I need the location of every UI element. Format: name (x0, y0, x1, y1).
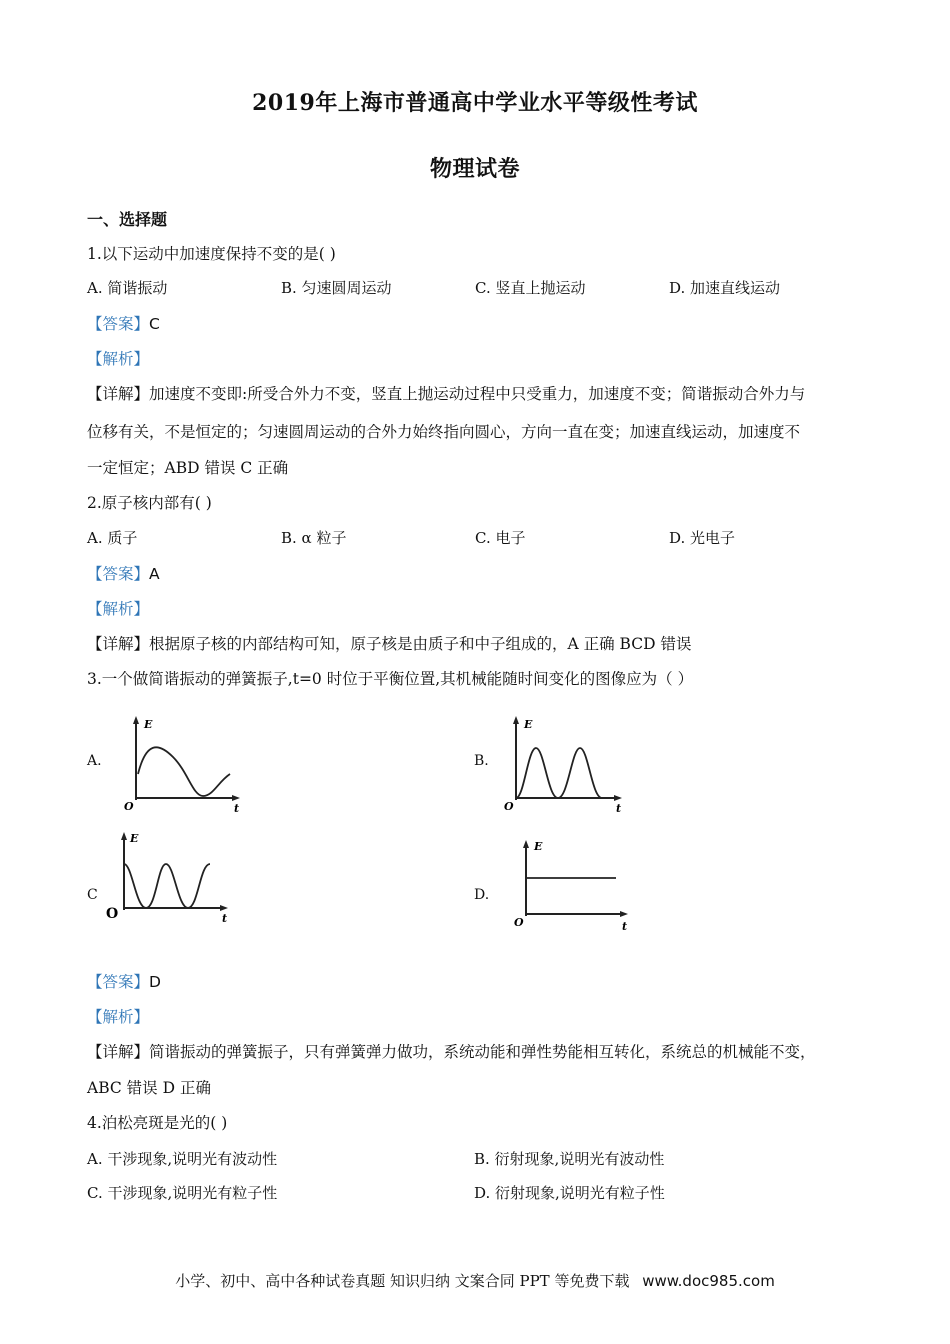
x-arrow (232, 795, 240, 801)
q2-analysis: 【解析】 (87, 600, 150, 618)
q2-detail-line: 【详解】根据原子核的内部结构可知，原子核是由质子和中子组成的，A 正确 BCD 错误 (87, 635, 692, 653)
q1-option-c: C. 竖直上抛运动 (475, 279, 586, 297)
footer-text: 小学、初中、高中各种试卷真题 知识归纳 文案合同 PPT 等免费下载 (175, 1272, 630, 1290)
q1-option-d: D. 加速直线运动 (669, 279, 781, 297)
q2-option-d: D. 光电子 (669, 529, 736, 547)
q1-analysis: 【解析】 (87, 350, 150, 368)
y-arrow (523, 840, 529, 848)
axis-e-label: E (130, 832, 139, 845)
q4-option-b: B. 衍射现象,说明光有波动性 (474, 1150, 665, 1168)
y-arrow (133, 716, 139, 724)
axis-e-label: E (144, 718, 153, 731)
q2-option-c: C. 电子 (475, 529, 526, 547)
axis-t-label: t (222, 912, 228, 925)
axis-t-label: t (622, 920, 628, 933)
y-arrow (513, 716, 519, 724)
x-arrow (220, 905, 228, 911)
origin-label: O (504, 800, 514, 812)
q1-detail-line: 一定恒定；ABD 错误 C 正确 (87, 459, 289, 477)
q2-question: 2.原子核内部有( ) (87, 494, 212, 512)
energy-curve (124, 864, 210, 908)
q4-option-d: D. 衍射现象,说明光有粒子性 (474, 1184, 665, 1202)
answer-value: A (149, 565, 160, 583)
graph-b-label: B. (474, 753, 489, 769)
q2-answer (87, 562, 160, 584)
x-arrow (614, 795, 622, 801)
y-arrow (121, 832, 127, 840)
answer-tag: 【答案】 (87, 973, 150, 991)
graph-c (100, 828, 240, 928)
q1-detail-line: 位移有关，不是恒定的；匀速圆周运动的合外力始终指向圆心，方向一直在变；加速直线运动，加速度不 (87, 423, 801, 441)
energy-curve (516, 748, 602, 798)
q1-question: 1.以下运动中加速度保持不变的是( ) (87, 245, 336, 263)
axis-e-label: E (534, 840, 543, 853)
q2-option-b: B. α 粒子 (281, 529, 347, 547)
origin-label: O (124, 800, 134, 812)
answer-tag: 【答案】 (87, 315, 150, 333)
footer-url[interactable]: www.doc985.com (642, 1272, 775, 1290)
axis-e-label: E (524, 718, 533, 731)
q3-detail-line: 【详解】简谐振动的弹簧振子，只有弹簧弹力做功，系统动能和弹性势能相互转化，系统总的机械能不变， (87, 1043, 816, 1061)
q1-answer (87, 312, 160, 334)
q4-question: 4.泊松亮斑是光的( ) (87, 1114, 228, 1132)
q1-option-a: A. 简谐振动 (87, 279, 168, 297)
graph-a (118, 712, 248, 812)
section-heading: 一、选择题 (87, 210, 168, 229)
q1-detail-line: 【详解】加速度不变即:所受合外力不变，竖直上抛运动过程中只受重力，加速度不变；简谐振动合外力与 (87, 385, 806, 403)
q3-answer (87, 970, 161, 992)
q4-option-a: A. 干涉现象,说明光有波动性 (87, 1150, 278, 1168)
origin-label: O (106, 906, 119, 922)
answer-tag: 【答案】 (87, 565, 150, 583)
energy-curve (138, 747, 230, 796)
graph-b (500, 712, 630, 812)
graph-a-label: A. (87, 753, 102, 769)
q3-detail-line: ABC 错误 D 正确 (87, 1079, 211, 1097)
q4-option-c: C. 干涉现象,说明光有粒子性 (87, 1184, 278, 1202)
answer-value: C (149, 315, 160, 333)
origin-label: O (514, 916, 524, 929)
q3-question: 3.一个做简谐振动的弹簧振子,t=0 时位于平衡位置,其机械能随时间变化的图像应为（ ） (87, 670, 694, 688)
graph-d (506, 836, 636, 936)
graph-d-label: D. (474, 887, 490, 903)
footer (0, 1270, 950, 1291)
graph-c-label: C (87, 887, 98, 903)
q2-option-a: A. 质子 (87, 529, 138, 547)
q1-option-b: B. 匀速圆周运动 (281, 279, 392, 297)
exam-title: 2019年上海市普通高中学业水平等级性考试 (252, 90, 698, 116)
q3-analysis: 【解析】 (87, 1008, 150, 1026)
paper-subtitle: 物理试卷 (429, 156, 520, 182)
answer-value: D (149, 973, 161, 991)
axis-t-label: t (616, 802, 622, 812)
x-arrow (620, 911, 628, 917)
axis-t-label: t (234, 802, 240, 812)
